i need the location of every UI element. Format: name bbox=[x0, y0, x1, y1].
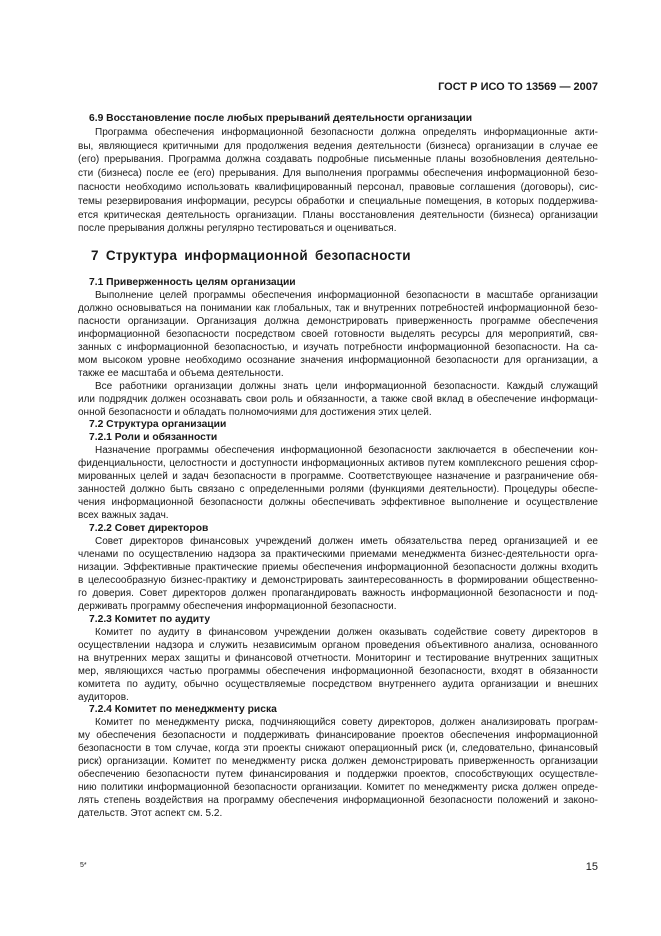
text-line: занностей должно быть связано с определенными ролями (функциями деятельности). Процедуры обеспе- bbox=[78, 484, 598, 496]
text-line: Комитет по менеджменту риска, подчиняющийся совету директоров, должен анализировать програм- bbox=[95, 717, 598, 729]
section-heading: 6.9 Восстановление после любых прерываний деятельности организации bbox=[89, 113, 473, 124]
paragraph bbox=[78, 536, 598, 614]
text-line: аудиторов. bbox=[78, 691, 129, 703]
text-line: вы, являющиеся критичными для продолжения ведения деятельности (бизнеса) организации в случае ее bbox=[78, 140, 598, 152]
text-line: безопасности в том случае, когда эти проекты снижают операционный риск (и, следовательно, финансовый bbox=[78, 743, 598, 755]
text-line: чения информационной безопасности должны обеспечивать эффективное выполнение и осуществление bbox=[78, 497, 598, 509]
text-line: занных с информационной безопасностью, и изучать потребности информационной безопасности. На са- bbox=[78, 341, 598, 353]
text-line: членами по осуществлению надзора за практическими приемами менеджмента бизнес-деятельности орга- bbox=[78, 549, 598, 561]
text-line: должно основываться на понимании как глобальных, так и внутренних потребностей информационной безо- bbox=[78, 302, 598, 314]
text-line: го доверия. Совет директоров должен пропагандировать важность информационной безопасности и под- bbox=[78, 587, 598, 599]
page-number: 15 bbox=[585, 861, 598, 873]
text-line: Совет директоров финансовых учреждений должен иметь обязательства перед организацией и ее bbox=[95, 536, 598, 548]
text-line: всех важных задач. bbox=[78, 510, 169, 522]
section-6-9 bbox=[78, 112, 598, 236]
text-line: осуществлении надзора и служить независимым органом проведения объективного анализа, основанного bbox=[78, 639, 598, 651]
sheet-mark: 5* bbox=[80, 862, 87, 869]
text-line: держивать программу обеспечения информационной безопасности. bbox=[78, 600, 397, 612]
section-heading: 7.2.2 Совет директоров bbox=[89, 523, 209, 535]
text-line: Выполнение целей программы обеспечения информационной безопасности в масштабе организации bbox=[95, 289, 598, 301]
text-line: информационной безопасности посредством своей готовности выделять ресурсы для мероприятий, свя- bbox=[78, 328, 598, 340]
text-line: нию политики информационной безопасности организации. Комитет по менеджменту риска должен опреде- bbox=[78, 782, 598, 794]
text-line: мом высоком уровне необходимо осознание значения информационной безопасности для организации, а bbox=[78, 354, 598, 366]
text-line: Комитет по аудиту в финансовом учреждении должен оказывать содействие совету директоров в bbox=[95, 626, 598, 638]
text-line: му обеспечения безопасности и поддерживать финансирование проектов обеспечения информационной bbox=[78, 730, 598, 742]
section-heading: 7.1 Приверженность целям организации bbox=[89, 277, 296, 288]
document-header-id: ГОСТ Р ИСО ТО 13569 — 2007 bbox=[438, 81, 598, 93]
section-heading: 7.2 Структура организации bbox=[89, 419, 227, 431]
text-line: после прерывания должны регулярно тестироваться и оцениваться. bbox=[78, 223, 397, 235]
text-line: пасности организации. Организация должна демонстрировать приверженность программе обеспечения bbox=[78, 315, 598, 327]
text-line: Все работники организации должны знать цели информационной безопасности. Каждый служащий bbox=[95, 380, 598, 392]
paragraph bbox=[78, 381, 598, 420]
paragraph bbox=[78, 126, 598, 236]
section-heading: 7.2.3 Комитет по аудиту bbox=[89, 613, 211, 625]
section-7-body bbox=[78, 277, 598, 821]
text-line: ется критическая деятельность организации. Планы восстановления деятельности (бизнеса) организации bbox=[78, 209, 598, 221]
text-line: риск) организации. Комитет по менеджменту риска должен демонстрировать приверженность организации bbox=[78, 756, 598, 768]
text-line: (его) прерывания. Программа должна создавать подробные письменные планы возобновления деятельно- bbox=[78, 154, 598, 166]
text-line: в целесообразную бизнес-практику и демонстрировать заинтересованность в формировании общественно- bbox=[78, 574, 598, 586]
paragraph bbox=[78, 627, 598, 705]
text-line: или подрядчик должен осознавать свои роль и обязанности, а также свой вклад в обеспечение информаци- bbox=[78, 393, 598, 405]
paragraph bbox=[78, 290, 598, 381]
text-line: Назначение программы обеспечения информационной безопасности заключается в обеспечении кон- bbox=[95, 445, 598, 457]
section-heading: 7.2.4 Комитет по менеджменту риска bbox=[89, 704, 277, 716]
paragraph bbox=[78, 717, 598, 821]
text-line: мированных целей и задач безопасности в программе. Соответствующее назначение и разграничение обя- bbox=[78, 471, 598, 483]
text-line: также ее масштаба и объема деятельности. bbox=[78, 367, 284, 379]
text-line: темы резервирования информации, ресурсы обработки и специальные помещения, в которых поддержива- bbox=[78, 195, 598, 207]
text-line: комитета по аудиту, обычно осуществляемые посредством внутреннего аудита организации и внешних bbox=[78, 678, 598, 690]
text-line: онной безопасности и обладать полномочиями для достижения этих целей. bbox=[78, 406, 432, 418]
text-line: фиденциальности, целостности и доступности информационных активов путем комплексного решения сфор- bbox=[78, 458, 598, 470]
paragraph bbox=[78, 445, 598, 523]
section-title: 7 Структура информационной безопасности bbox=[91, 248, 411, 263]
text-line: Программа обеспечения информационной безопасности должна определять информационные акти- bbox=[95, 126, 598, 138]
text-line: обеспечению безопасности путем финансирования и поддержки проектов, способствующих осуществле- bbox=[78, 769, 598, 781]
text-line: дательств. Этот аспект см. 5.2. bbox=[78, 808, 223, 820]
text-line: на внутренних мерах защиты и финансовой отчетности. Мониторинг и тестирование внутренних защитных bbox=[78, 652, 598, 664]
section-heading: 7.2.1 Роли и обязанности bbox=[89, 432, 218, 444]
text-line: сти (бизнеса) после ее (его) прерывания. Для выполнения программы обеспечения информационной безо- bbox=[78, 168, 598, 180]
text-line: мер, являющихся частью программы обеспечения информационной безопасности, входят в обязанности bbox=[78, 665, 598, 677]
text-line: пасности необходимо использовать квалифицированный персонал, правовые соглашения (договоры), сис- bbox=[78, 181, 598, 193]
text-line: низации. Эффективные практические приемы обеспечения информационной безопасности должны входить bbox=[78, 561, 598, 573]
text-line: лять степень воздействия на программу обеспечения информационной безопасности положений и законо- bbox=[78, 795, 598, 807]
